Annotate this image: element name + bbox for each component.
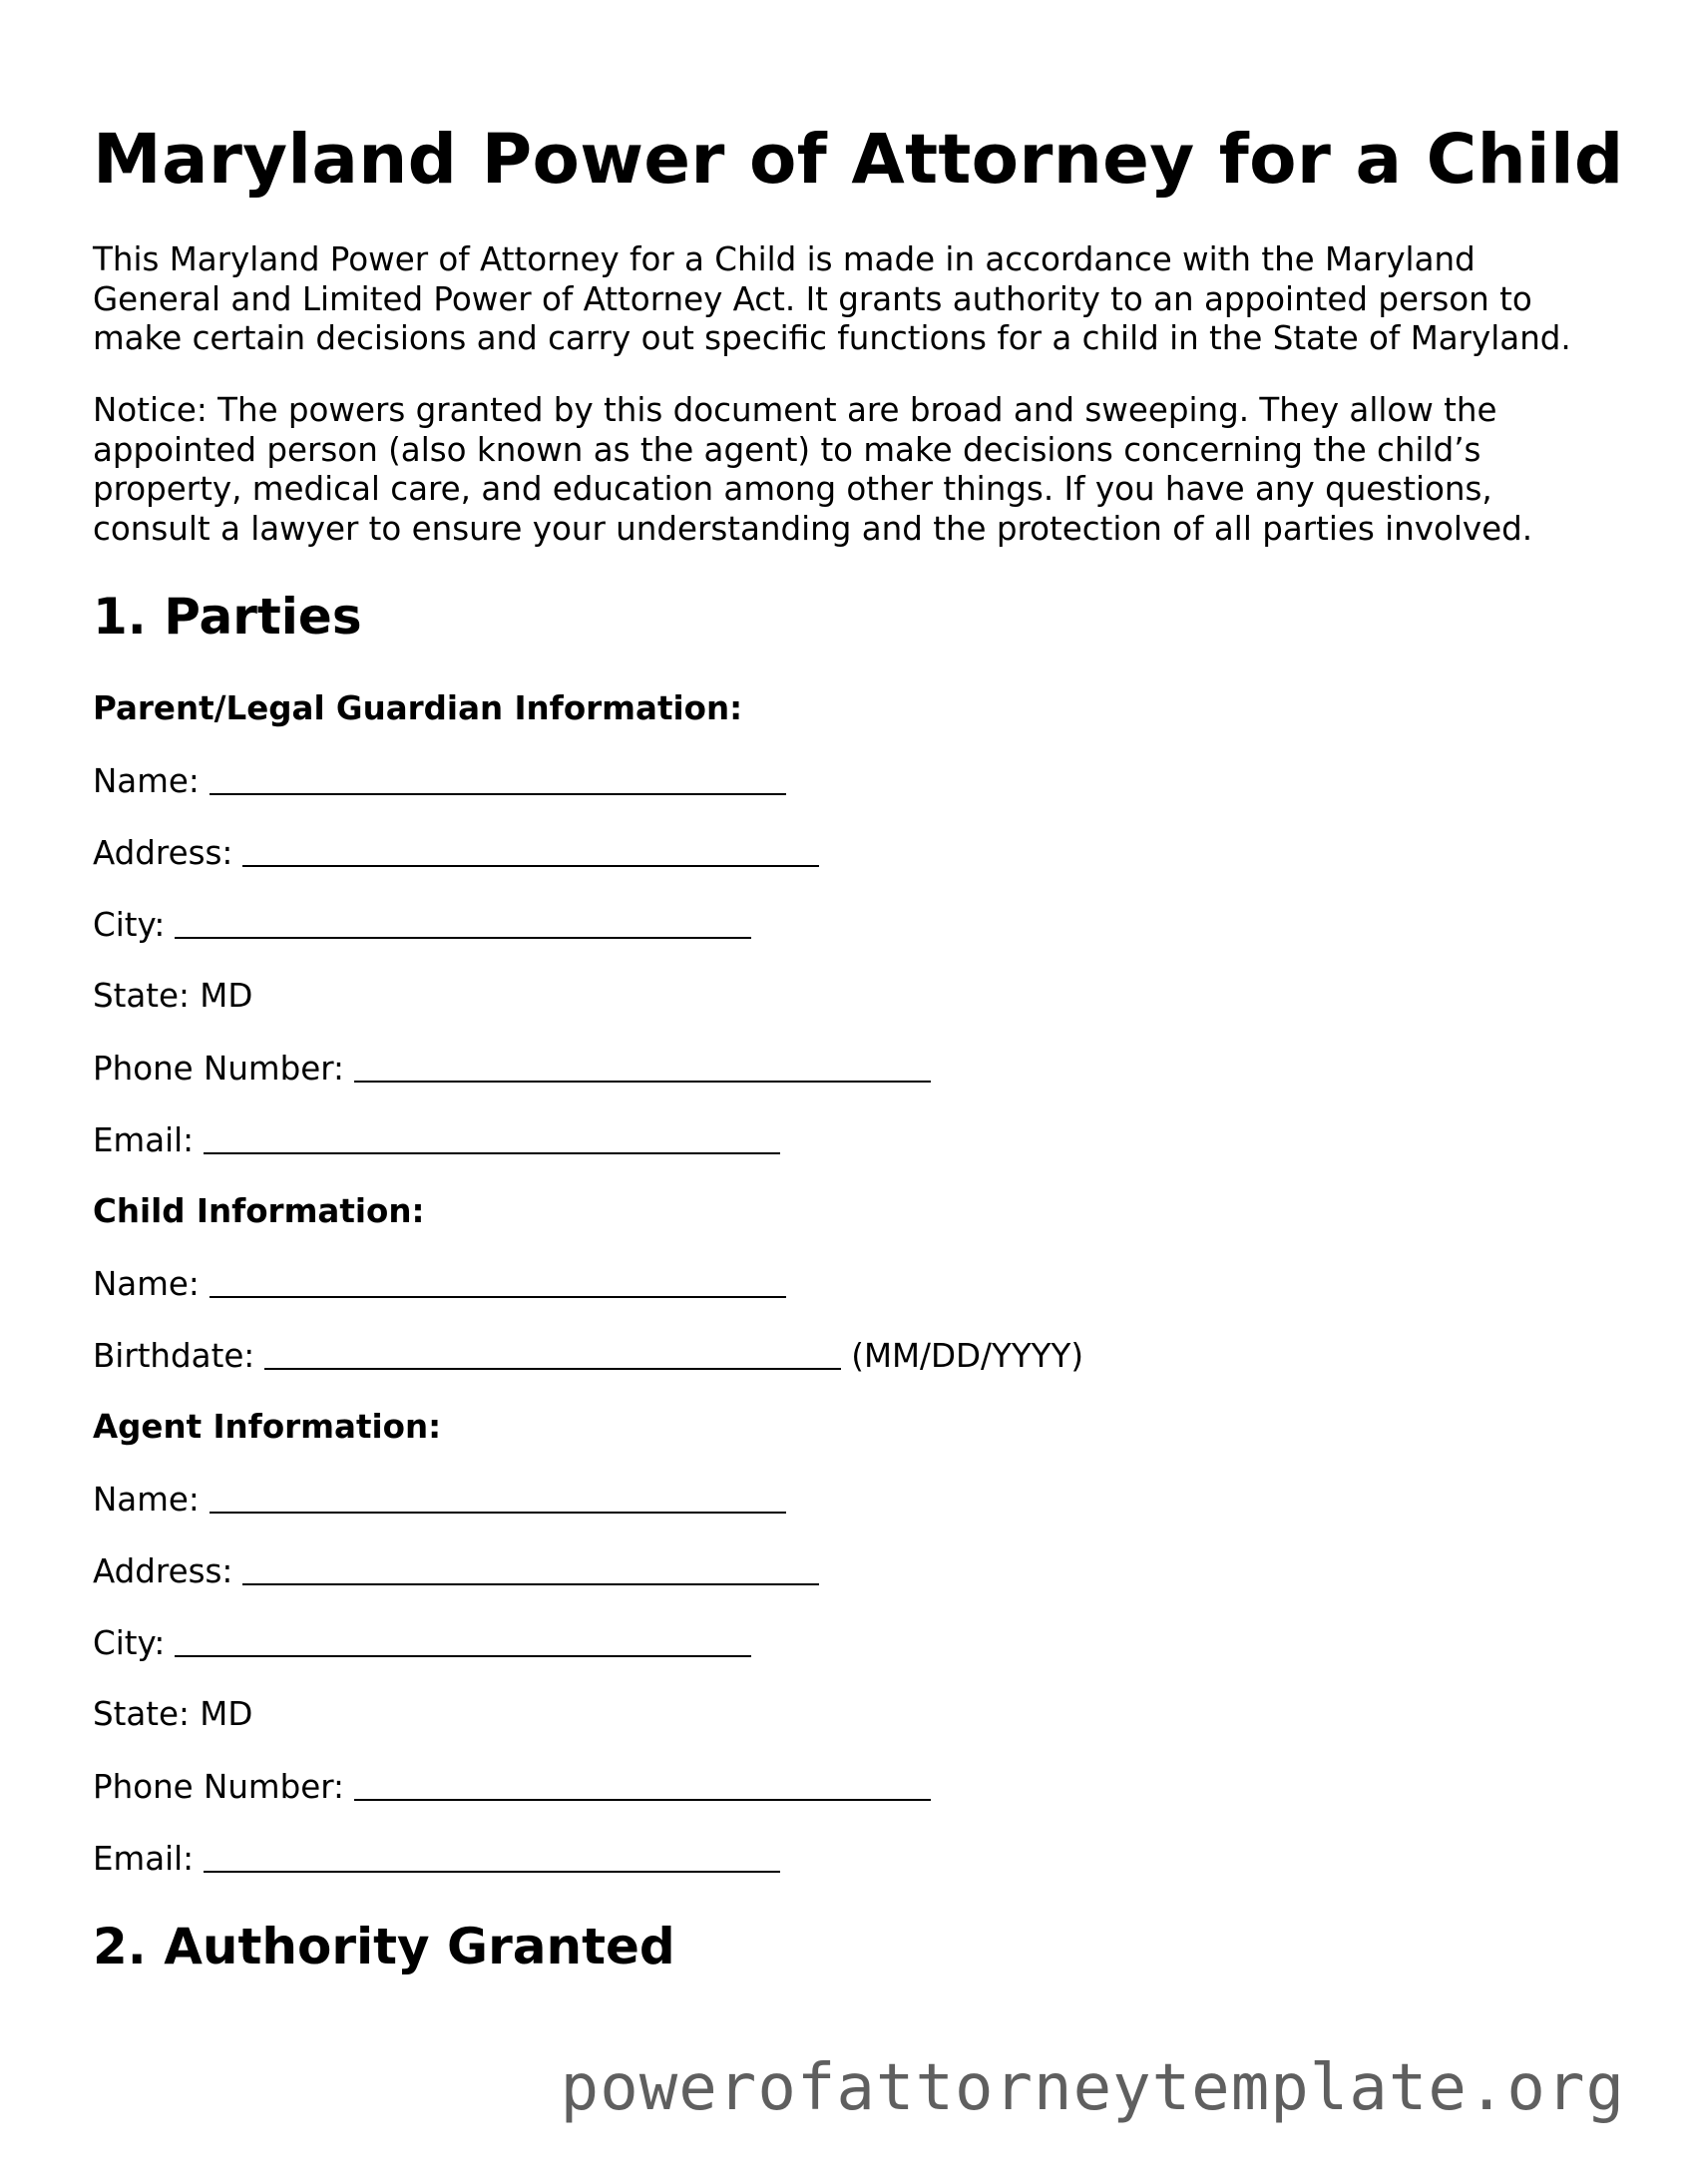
intro-paragraph [93,240,1609,359]
parent-name-blank[interactable] [210,763,786,795]
parent-email-label: Email: [93,1121,195,1159]
agent-city-blank[interactable] [175,1625,751,1657]
agent-email-blank[interactable] [204,1841,780,1873]
agent-address-blank[interactable] [242,1553,819,1585]
birthdate-format-hint: (MM/DD/YYYY) [851,1337,1084,1375]
agent-email-label: Email: [93,1840,195,1878]
agent-phone-label: Phone Number: [93,1768,344,1806]
notice-line: Notice: The powers granted by this document are broad and sweeping. They allow the [93,391,1497,429]
agent-name-field [93,1479,786,1520]
parent-phone-label: Phone Number: [93,1050,344,1088]
parent-name-label: Name: [93,762,200,800]
parent-phone-blank[interactable] [354,1051,931,1083]
agent-city-label: City: [93,1624,166,1662]
child-birthdate-label: Birthdate: [93,1337,255,1375]
parent-city-label: City: [93,906,166,944]
child-name-field [93,1263,786,1304]
notice-line: property, medical care, and education among other things. If you have any questions, [93,470,1492,508]
site-watermark: powerofattorneytemplate.org [560,2051,1625,2125]
child-birthdate-field [93,1335,1083,1376]
child-name-blank[interactable] [210,1266,786,1298]
agent-phone-field [93,1766,931,1807]
agent-info-heading: Agent Information: [93,1408,442,1446]
parent-city-blank[interactable] [175,907,751,939]
intro-line: This Maryland Power of Attorney for a Child is made in accordance with the Maryland [93,240,1476,278]
agent-name-blank[interactable] [210,1482,786,1514]
parent-address-blank[interactable] [242,835,819,867]
child-birthdate-blank[interactable] [264,1338,841,1370]
agent-address-field [93,1550,819,1591]
document-title: Maryland Power of Attorney for a Child [93,120,1624,200]
agent-address-label: Address: [93,1552,233,1590]
agent-state-text: State: MD [93,1695,253,1733]
agent-city-field [93,1622,751,1663]
parent-address-label: Address: [93,834,233,872]
section-1-heading: 1. Parties [93,588,362,646]
parent-phone-field [93,1048,931,1089]
parent-address-field [93,832,819,873]
agent-name-label: Name: [93,1481,200,1519]
notice-line: appointed person (also known as the agent) to make decisions concerning the child’s [93,430,1481,469]
child-info-heading: Child Information: [93,1192,425,1230]
agent-email-field [93,1838,780,1879]
agent-phone-blank[interactable] [354,1769,931,1801]
parent-state-field [93,976,252,1016]
parent-email-field [93,1119,780,1160]
parent-email-blank[interactable] [204,1122,780,1154]
agent-state-field [93,1694,252,1734]
parent-state-text: State: MD [93,977,253,1015]
notice-paragraph [93,391,1609,549]
notice-line: consult a lawyer to ensure your understanding and the protection of all parties involved. [93,509,1533,548]
parent-name-field [93,760,786,801]
intro-line: make certain decisions and carry out specific functions for a child in the State of Maryland. [93,319,1571,357]
parent-info-heading: Parent/Legal Guardian Information: [93,689,743,727]
intro-line: General and Limited Power of Attorney Act. It grants authority to an appointed person to [93,279,1532,318]
parent-city-field [93,904,751,945]
section-2-heading: 2. Authority Granted [93,1918,675,1975]
child-name-label: Name: [93,1265,200,1303]
